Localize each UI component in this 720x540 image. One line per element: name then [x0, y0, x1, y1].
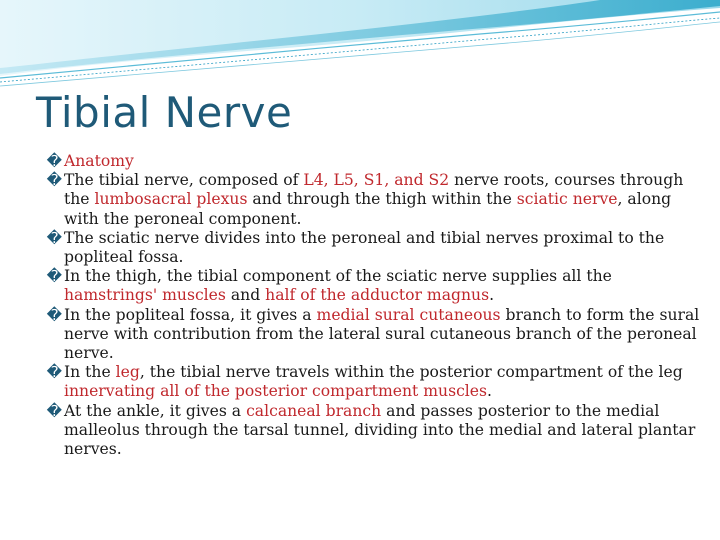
bullet-text-segment: branch to form the sural nerve with contribution from the lateral sural cutaneous branch of the peroneal nerve.	[64, 305, 700, 363]
bullet-text-segment: At the ankle, it gives a	[64, 401, 247, 420]
highlighted-term: sciatic nerve	[516, 190, 618, 209]
highlighted-term: innervating all of the posterior compartment muscles	[64, 382, 488, 401]
bullet-item	[14, 152, 704, 171]
bullet-text	[64, 267, 704, 305]
bullet-item	[14, 402, 704, 460]
bullet-text-segment: In the	[64, 363, 116, 382]
highlighted-term: medial sural cutaneous	[316, 305, 501, 324]
bullet-text-segment: , along with the peroneal component.	[64, 190, 672, 228]
bullet-text	[64, 402, 704, 460]
bullet-list	[14, 152, 704, 459]
bullet-text	[64, 152, 704, 171]
header-wave-decoration	[0, 0, 720, 90]
slide-title: Tibial Nerve	[36, 88, 293, 137]
bullet-text-segment: The tibial nerve, composed of	[64, 171, 304, 190]
bullet-item	[14, 229, 704, 267]
bullet-text-segment: and passes posterior to the medial malleolus through the tarsal tunnel, dividing into the medial and lateral plantar nerves.	[64, 401, 696, 459]
highlighted-term: lumbosacral plexus	[94, 190, 248, 209]
bullet-marker-icon: �	[46, 228, 62, 247]
bullet-text-segment: .	[487, 382, 492, 401]
bullet-marker-icon: �	[46, 171, 62, 190]
highlighted-term: half of the adductor magnus	[265, 286, 490, 305]
highlighted-term: hamstrings' muscles	[64, 286, 226, 305]
bullet-item	[14, 306, 704, 364]
bullet-text-segment: The sciatic nerve divides into the peroneal and tibial nerves proximal to the popliteal fossa.	[64, 228, 665, 267]
bullet-marker-icon: �	[46, 363, 62, 382]
bullet-text-segment: , the tibial nerve travels within the posterior compartment of the leg	[139, 363, 683, 382]
highlighted-term: calcaneal branch	[246, 401, 382, 420]
bullet-text-segment: and through the thigh within the	[247, 190, 517, 209]
bullet-text	[64, 306, 704, 364]
bullet-item	[14, 171, 704, 229]
bullet-text-segment: .	[489, 286, 495, 305]
bullet-marker-icon: �	[46, 152, 62, 170]
bullet-item	[14, 363, 704, 401]
highlighted-term: Anatomy	[64, 152, 134, 170]
bullet-marker-icon: �	[46, 401, 62, 420]
bullet-marker-icon: �	[46, 267, 62, 286]
bullet-text	[64, 363, 704, 401]
highlighted-term: L4, L5, S1, and S2	[303, 171, 450, 190]
bullet-text-segment: In the popliteal fossa, it gives a	[64, 305, 317, 324]
highlighted-term: leg	[115, 363, 140, 382]
bullet-text-segment: and	[225, 286, 266, 305]
bullet-item	[14, 267, 704, 305]
bullet-text-segment: nerve roots, courses through the	[64, 171, 684, 209]
bullet-text	[64, 229, 704, 267]
bullet-text	[64, 171, 704, 229]
bullet-text-segment: In the thigh, the tibial component of the sciatic nerve supplies all the	[64, 267, 612, 286]
bullet-marker-icon: �	[46, 305, 62, 324]
